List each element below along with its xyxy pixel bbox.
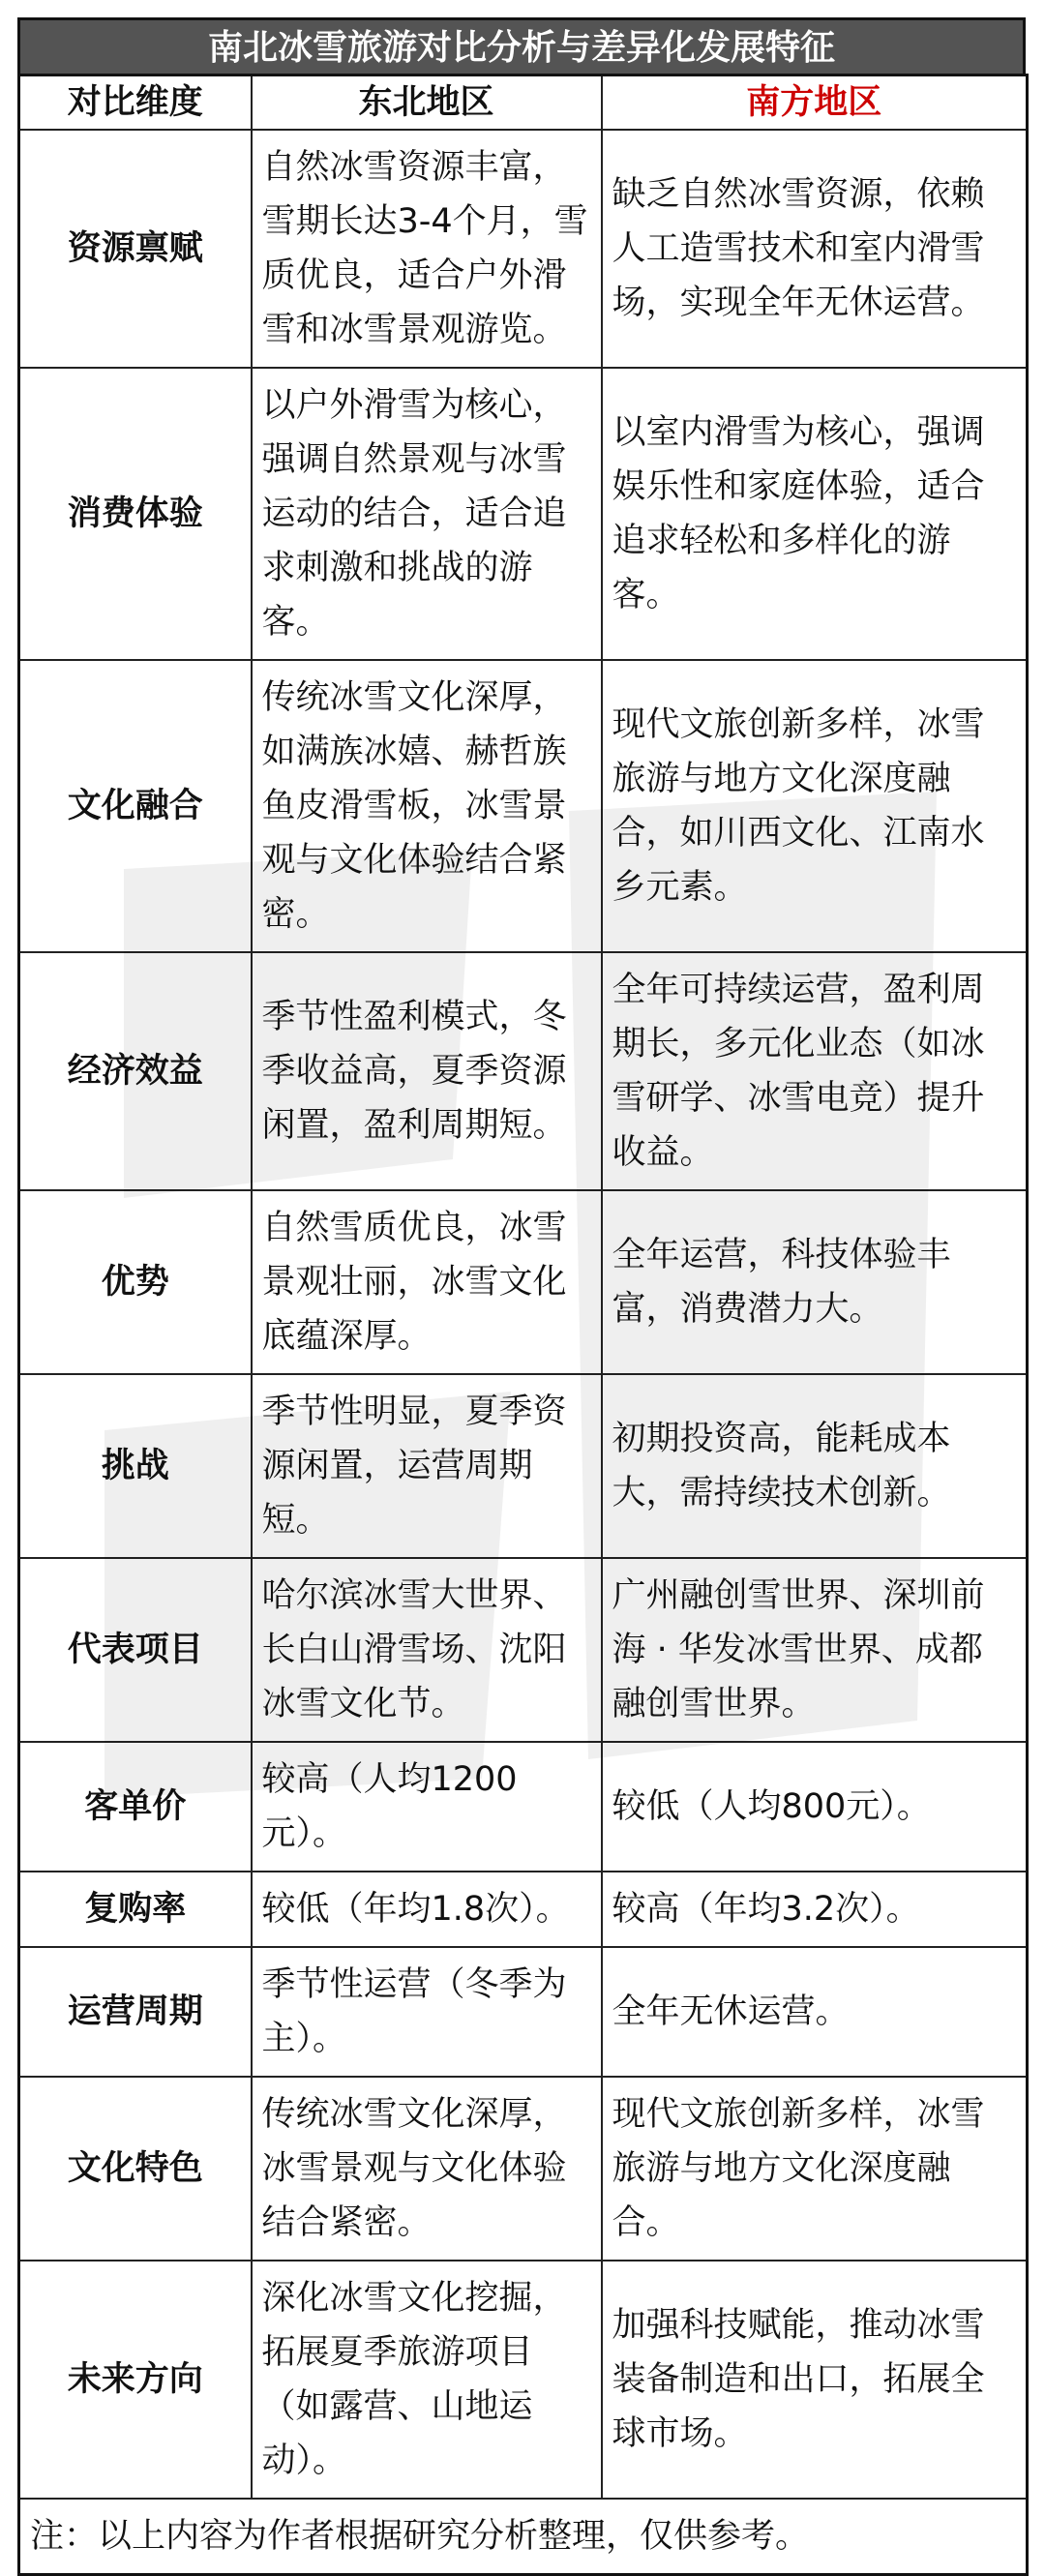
row-south-text: 缺乏自然冰雪资源，依赖人工造雪技术和室内滑雪场，实现全年无休运营。 — [602, 130, 1028, 368]
table-row — [19, 130, 1028, 368]
row-dimension: 挑战 — [19, 1374, 252, 1558]
row-south-text: 现代文旅创新多样，冰雪旅游与地方文化深度融合，如川西文化、江南水乡元素。 — [602, 660, 1028, 952]
table-row — [19, 368, 1028, 660]
row-south-text: 以室内滑雪为核心，强调娱乐性和家庭体验，适合追求轻松和多样化的游客。 — [602, 368, 1028, 660]
row-north-text: 自然冰雪资源丰富，雪期长达3-4个月，雪质优良，适合户外滑雪和冰雪景观游览。 — [252, 130, 602, 368]
footnote: 注：以上内容为作者根据研究分析整理，仅供参考。 — [19, 2499, 1028, 2575]
row-north-text: 季节性明显，夏季资源闲置，运营周期短。 — [252, 1374, 602, 1558]
row-south-text: 全年可持续运营，盈利周期长，多元化业态（如冰雪研学、冰雪电竞）提升收益。 — [602, 952, 1028, 1190]
row-south-text: 现代文旅创新多样，冰雪旅游与地方文化深度融合。 — [602, 2077, 1028, 2261]
row-south-text: 初期投资高，能耗成本大，需持续技术创新。 — [602, 1374, 1028, 1558]
table-title: 南北冰雪旅游对比分析与差异化发展特征 — [17, 17, 1026, 74]
row-north-text: 自然雪质优良，冰雪景观壮丽，冰雪文化底蕴深厚。 — [252, 1190, 602, 1374]
row-dimension: 客单价 — [19, 1742, 252, 1872]
row-south-text: 较低（人均800元）。 — [602, 1742, 1028, 1872]
header-row — [19, 75, 1028, 131]
row-dimension: 消费体验 — [19, 368, 252, 660]
table-row — [19, 2261, 1028, 2499]
table-row — [19, 1374, 1028, 1558]
row-south-text: 加强科技赋能，推动冰雪装备制造和出口，拓展全球市场。 — [602, 2261, 1028, 2499]
note-row — [19, 2499, 1028, 2575]
row-north-text: 深化冰雪文化挖掘，拓展夏季旅游项目（如露营、山地运动）。 — [252, 2261, 602, 2499]
comparison-sheet — [17, 17, 1026, 2576]
row-south-text: 全年无休运营。 — [602, 1947, 1028, 2077]
table-row — [19, 952, 1028, 1190]
table-row — [19, 660, 1028, 952]
row-dimension: 经济效益 — [19, 952, 252, 1190]
row-dimension: 运营周期 — [19, 1947, 252, 2077]
header-dimension: 对比维度 — [19, 75, 252, 131]
row-dimension: 文化特色 — [19, 2077, 252, 2261]
row-north-text: 哈尔滨冰雪大世界、长白山滑雪场、沈阳冰雪文化节。 — [252, 1558, 602, 1742]
row-dimension: 未来方向 — [19, 2261, 252, 2499]
row-south-text: 广州融创雪世界、深圳前海 · 华发冰雪世界、成都融创雪世界。 — [602, 1558, 1028, 1742]
row-north-text: 季节性运营（冬季为主）。 — [252, 1947, 602, 2077]
row-north-text: 传统冰雪文化深厚，冰雪景观与文化体验结合紧密。 — [252, 2077, 602, 2261]
header-north: 东北地区 — [252, 75, 602, 131]
table-row — [19, 1947, 1028, 2077]
row-dimension: 资源禀赋 — [19, 130, 252, 368]
row-south-text: 全年运营，科技体验丰富，消费潜力大。 — [602, 1190, 1028, 1374]
row-north-text: 以户外滑雪为核心，强调自然景观与冰雪运动的结合，适合追求刺激和挑战的游客。 — [252, 368, 602, 660]
row-north-text: 较高（人均1200元）。 — [252, 1742, 602, 1872]
row-dimension: 复购率 — [19, 1872, 252, 1947]
table-row — [19, 1872, 1028, 1947]
table-row — [19, 1190, 1028, 1374]
table-row — [19, 2077, 1028, 2261]
row-north-text: 季节性盈利模式，冬季收益高，夏季资源闲置，盈利周期短。 — [252, 952, 602, 1190]
row-dimension: 代表项目 — [19, 1558, 252, 1742]
row-south-text: 较高（年均3.2次）。 — [602, 1872, 1028, 1947]
row-dimension: 优势 — [19, 1190, 252, 1374]
header-south: 南方地区 — [602, 75, 1028, 131]
row-north-text: 较低（年均1.8次）。 — [252, 1872, 602, 1947]
row-dimension: 文化融合 — [19, 660, 252, 952]
table-row — [19, 1558, 1028, 1742]
table-row — [19, 1742, 1028, 1872]
row-north-text: 传统冰雪文化深厚，如满族冰嬉、赫哲族鱼皮滑雪板，冰雪景观与文化体验结合紧密。 — [252, 660, 602, 952]
comparison-table — [17, 74, 1029, 2576]
